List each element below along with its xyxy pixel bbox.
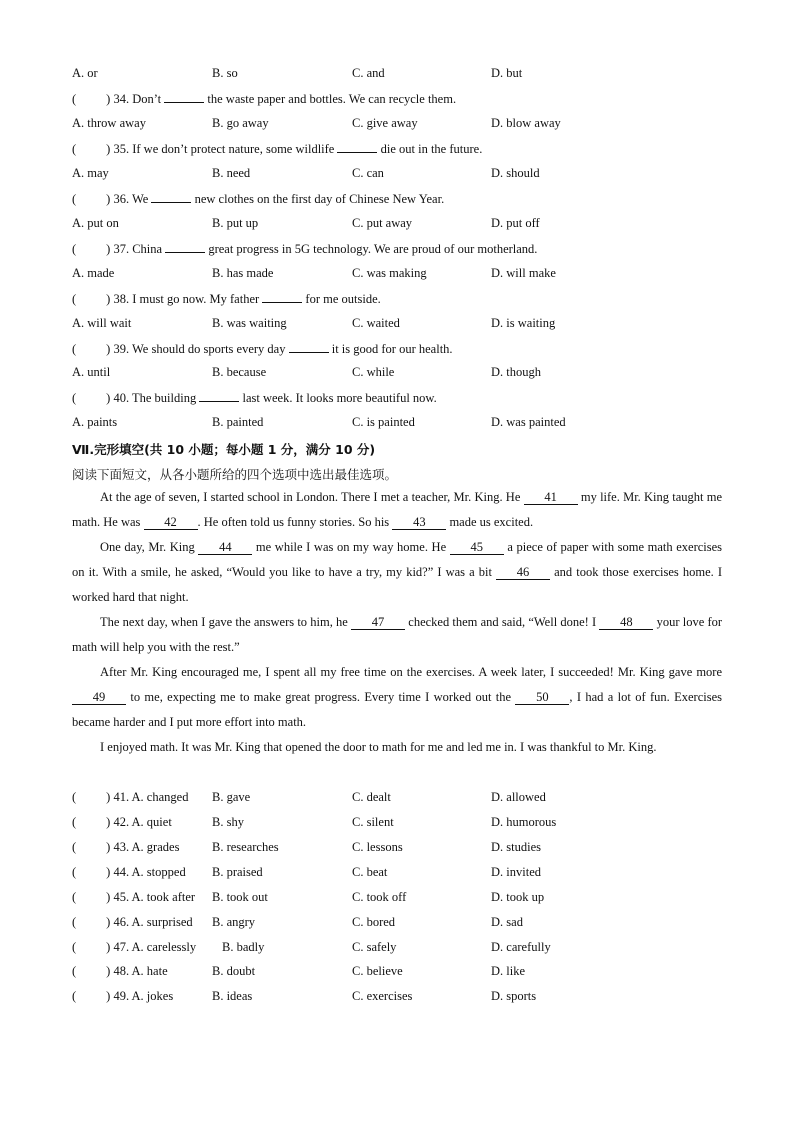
q33-option-a: A. or xyxy=(72,66,98,80)
q48-option-c: C. believe xyxy=(352,964,403,978)
cloze-passage xyxy=(72,485,722,760)
q47-option-c: C. safely xyxy=(352,940,397,954)
q40-option-a: A. paints xyxy=(72,415,118,429)
cloze-question-43: ( ) 43. A. grades xyxy=(72,840,180,854)
passage-paragraph-1: At the age of seven, I started school in London. There I met a teacher, Mr. King. He 41 my life. Mr. King taught me math. He was 42 . He often told us funny stories. So his 43 made us excited. xyxy=(72,490,722,529)
question-38: ( ) 38. I must go now. My father for me outside. xyxy=(72,292,381,306)
q41-option-d: D. allowed xyxy=(491,790,546,804)
q34-option-d: D. blow away xyxy=(491,116,561,130)
q41-option-c: C. dealt xyxy=(352,790,391,804)
blank-41: 41 xyxy=(524,491,578,505)
q35-option-a: A. may xyxy=(72,166,109,180)
question-36: ( ) 36. We new clothes on the first day of Chinese New Year. xyxy=(72,192,445,206)
q38-option-d: D. is waiting xyxy=(491,316,556,330)
q38-option-b: B. was waiting xyxy=(212,316,287,330)
q36-option-a: A. put on xyxy=(72,216,119,230)
cloze-question-46: ( ) 46. A. surprised xyxy=(72,915,193,929)
section-instruction: 阅读下面短文，从各小题所给的四个选项中选出最佳选项。 xyxy=(72,468,398,482)
q36-option-b: B. put up xyxy=(212,216,259,230)
q33-option-b: B. so xyxy=(212,66,238,80)
blank-49: 49 xyxy=(72,691,126,705)
q33-option-d: D. but xyxy=(491,66,523,80)
q42-option-b: B. shy xyxy=(212,815,244,829)
cloze-question-47: ( ) 47. A. carelessly xyxy=(72,940,197,954)
q45-option-b: B. took out xyxy=(212,890,268,904)
passage-paragraph-2: One day, Mr. King 44 me while I was on my way home. He 45 a piece of paper with some math exercises on it. With a smile, he asked, “Would you like to have a try, my kid?” I was a bit 46 and took those exercises home. I worked hard that night. xyxy=(72,540,723,604)
q48-option-d: D. like xyxy=(491,964,526,978)
q45-option-d: D. took up xyxy=(491,890,545,904)
q46-option-c: C. bored xyxy=(352,915,396,929)
q44-option-d: D. invited xyxy=(491,865,541,879)
answer-blank xyxy=(289,341,329,353)
q39-option-b: B. because xyxy=(212,365,267,379)
q43-option-b: B. researches xyxy=(212,840,279,854)
q34-option-c: C. give away xyxy=(352,116,418,130)
q37-option-b: B. has made xyxy=(212,266,274,280)
passage-paragraph-3: The next day, when I gave the answers to him, he 47 checked them and said, “Well done! I 48 your love for math will help you with the rest.” xyxy=(72,615,723,654)
q38-option-c: C. waited xyxy=(352,316,400,330)
q44-option-c: C. beat xyxy=(352,865,388,879)
question-39: ( ) 39. We should do sports every day it is good for our health. xyxy=(72,342,453,356)
passage-paragraph-4: After Mr. King encouraged me, I spent all my free time on the exercises. A week later, I succeeded! Mr. King gave more 49 to me, expecting me to make great progress. Every time I worked out the 50 , I had a lot of fun. Exercises became harder and I put more effort into math. xyxy=(72,665,723,729)
q37-option-d: D. will make xyxy=(491,266,556,280)
blank-44: 44 xyxy=(198,541,252,555)
cloze-question-48: ( ) 48. A. hate xyxy=(72,964,168,978)
cloze-question-45: ( ) 45. A. took after xyxy=(72,890,196,904)
q45-option-c: C. took off xyxy=(352,890,407,904)
q33-option-c: C. and xyxy=(352,66,385,80)
q42-option-c: C. silent xyxy=(352,815,394,829)
q34-option-b: B. go away xyxy=(212,116,269,130)
cloze-question-44: ( ) 44. A. stopped xyxy=(72,865,186,879)
cloze-question-42: ( ) 42. A. quiet xyxy=(72,815,172,829)
answer-blank xyxy=(337,141,377,153)
question-34: ( ) 34. Don’t the waste paper and bottles. We can recycle them. xyxy=(72,92,457,106)
answer-blank xyxy=(262,291,302,303)
q37-option-a: A. made xyxy=(72,266,115,280)
q44-option-b: B. praised xyxy=(212,865,263,879)
blank-47: 47 xyxy=(351,616,405,630)
cloze-question-49: ( ) 49. A. jokes xyxy=(72,989,174,1003)
q41-option-b: B. gave xyxy=(212,790,251,804)
q40-option-b: B. painted xyxy=(212,415,264,429)
blank-45: 45 xyxy=(450,541,504,555)
q39-option-a: A. until xyxy=(72,365,111,379)
q35-option-b: B. need xyxy=(212,166,251,180)
q43-option-d: D. studies xyxy=(491,840,541,854)
q37-option-c: C. was making xyxy=(352,266,427,280)
answer-blank xyxy=(164,91,204,103)
q40-option-d: D. was painted xyxy=(491,415,566,429)
answer-blank xyxy=(165,241,205,253)
q36-option-c: C. put away xyxy=(352,216,413,230)
question-37: ( ) 37. China great progress in 5G technology. We are proud of our motherland. xyxy=(72,242,538,256)
q49-option-c: C. exercises xyxy=(352,989,413,1003)
q38-option-a: A. will wait xyxy=(72,316,132,330)
answer-blank xyxy=(199,390,239,402)
q49-option-d: D. sports xyxy=(491,989,537,1003)
q49-option-b: B. ideas xyxy=(212,989,253,1003)
section-title: Ⅶ.完形填空(共 10 小题；每小题 1 分，满分 10 分) xyxy=(72,442,376,457)
q46-option-d: D. sad xyxy=(491,915,523,929)
blank-48: 48 xyxy=(599,616,653,630)
q43-option-c: C. lessons xyxy=(352,840,403,854)
q48-option-b: B. doubt xyxy=(212,964,256,978)
passage-paragraph-5: I enjoyed math. It was Mr. King that opened the door to math for me and led me in. I was thankful to Mr. King. xyxy=(100,740,657,754)
q47-option-d: D. carefully xyxy=(491,940,551,954)
question-35: ( ) 35. If we don’t protect nature, some wildlife die out in the future. xyxy=(72,142,483,156)
q40-option-c: C. is painted xyxy=(352,415,415,429)
q35-option-d: D. should xyxy=(491,166,540,180)
question-40: ( ) 40. The building last week. It looks more beautiful now. xyxy=(72,391,437,405)
q39-option-c: C. while xyxy=(352,365,395,379)
blank-46: 46 xyxy=(496,566,550,580)
q47-option-b: B. badly xyxy=(222,940,265,954)
q42-option-d: D. humorous xyxy=(491,815,557,829)
blank-43: 43 xyxy=(392,516,446,530)
q36-option-d: D. put off xyxy=(491,216,540,230)
answer-blank xyxy=(151,191,191,203)
q46-option-b: B. angry xyxy=(212,915,256,929)
blank-42: 42 xyxy=(144,516,198,530)
cloze-question-41: ( ) 41. A. changed xyxy=(72,790,189,804)
blank-50: 50 xyxy=(515,691,569,705)
q39-option-d: D. though xyxy=(491,365,541,379)
q34-option-a: A. throw away xyxy=(72,116,146,130)
q35-option-c: C. can xyxy=(352,166,384,180)
